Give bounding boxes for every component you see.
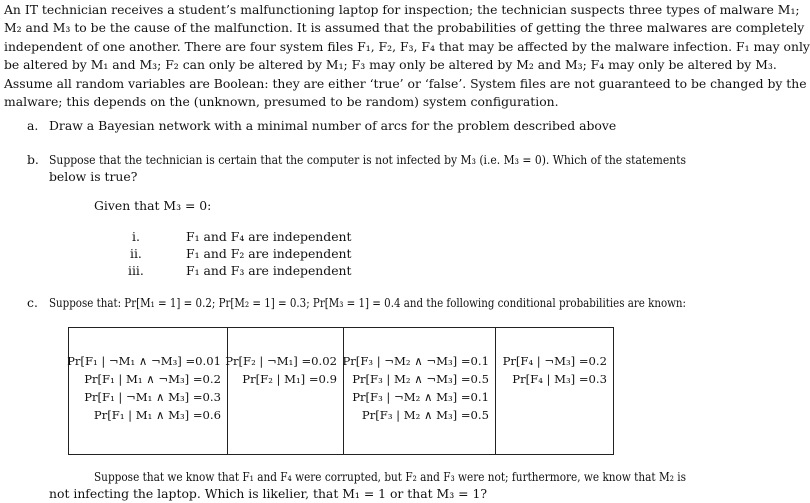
intro-line: be altered by M₁ and M₃; F₂ can only be altered by M₁; F₃ may only be altered by M₂ and M₃; F₄ may only be altered by M₃. (4, 57, 777, 73)
cpt-f4-cell (496, 328, 614, 455)
part-c-text: Suppose that: Pr[M₁ = 1] = 0.2; Pr[M₂ = 1] = 0.3; Pr[M₃ = 1] = 0.4 and the following conditional probabilities are known: (49, 295, 687, 310)
part-b-question-line: Suppose that the technician is certain that the computer is not infected by M₃ (i.e. M₃ = 0). Which of the statements (49, 152, 687, 167)
cpt-entry: Pr[F₃ | ¬M₂ ∧ M₃] =0.1 (352, 390, 489, 404)
cpt-entry: Pr[F₁ | ¬M₁ ∧ M₃] =0.3 (84, 390, 221, 404)
problem-statement (4, 1, 810, 111)
conditional-probability-table (68, 327, 614, 455)
statement-text: F₁ and F₃ are independent (186, 263, 352, 278)
cpt-entry: Pr[F₄ | ¬M₃] =0.2 (502, 354, 607, 368)
cpt-entry: Pr[F₃ | M₂ ∧ M₃] =0.5 (361, 408, 489, 422)
cpt-entry: Pr[F₃ | ¬M₂ ∧ ¬M₃] =0.1 (342, 354, 489, 368)
part-c-followup-line: not infecting the laptop. Which is likelier, that M₁ = 1 or that M₃ = 1? (49, 486, 487, 501)
cpt-entry: Pr[F₄ | M₃] =0.3 (512, 372, 607, 386)
cpt-entry: Pr[F₁ | M₁ ∧ M₃] =0.6 (93, 408, 221, 422)
cpt-f1-cell (69, 328, 228, 455)
cpt-entry: Pr[F₂ | ¬M₁] =0.02 (225, 354, 337, 368)
cpt-entry: Pr[F₁ | M₁ ∧ ¬M₃] =0.2 (84, 372, 221, 386)
given-condition: Given that M₃ = 0: (94, 198, 212, 213)
intro-line: Assume all random variables are Boolean: they are either ‘true’ or ‘false’. System files are not guaranteed to be changed by the (4, 75, 807, 91)
cpt-entry: Pr[F₁ | ¬M₁ ∧ ¬M₃] =0.01 (67, 354, 221, 368)
statement-number: ii. (130, 246, 142, 261)
part-c-followup-line: Suppose that we know that F₁ and F₄ were corrupted, but F₂ and F₃ were not; furthermore, we know that M₂ is (94, 469, 686, 484)
part-c-label: c. (27, 295, 38, 310)
intro-line: An IT technician receives a student’s malfunctioning laptop for inspection; the technician suspects three types of malware M₁; (4, 2, 800, 17)
part-b-label: b. (27, 152, 39, 167)
statement-text: F₁ and F₄ are independent (186, 229, 352, 244)
cpt-f2-cell (225, 328, 344, 455)
statement-number: i. (132, 229, 140, 244)
intro-line: M₂ and M₃ to be the cause of the malfunction. It is assumed that the probabilities of getting the three malwares are completely (4, 20, 805, 36)
part-a-label: a. (27, 118, 39, 133)
statement-number: iii. (128, 263, 144, 278)
intro-line: malware; this depends on the (unknown, presumed to be random) system configuration. (4, 94, 559, 110)
statement-text: F₁ and F₂ are independent (186, 246, 352, 261)
intro-line: independent of one another. There are four system files F₁, F₂, F₃, F₄ that may be affected by the malware infection. F₁ may only (4, 38, 810, 54)
cpt-f3-cell (344, 328, 496, 455)
cpt-entry: Pr[F₃ | M₂ ∧ ¬M₃] =0.5 (352, 372, 489, 386)
part-b-question-line: below is true? (49, 169, 138, 184)
cpt-entry: Pr[F₂ | M₁] =0.9 (242, 372, 337, 386)
part-a-text: Draw a Bayesian network with a minimal number of arcs for the problem described above (49, 118, 617, 133)
